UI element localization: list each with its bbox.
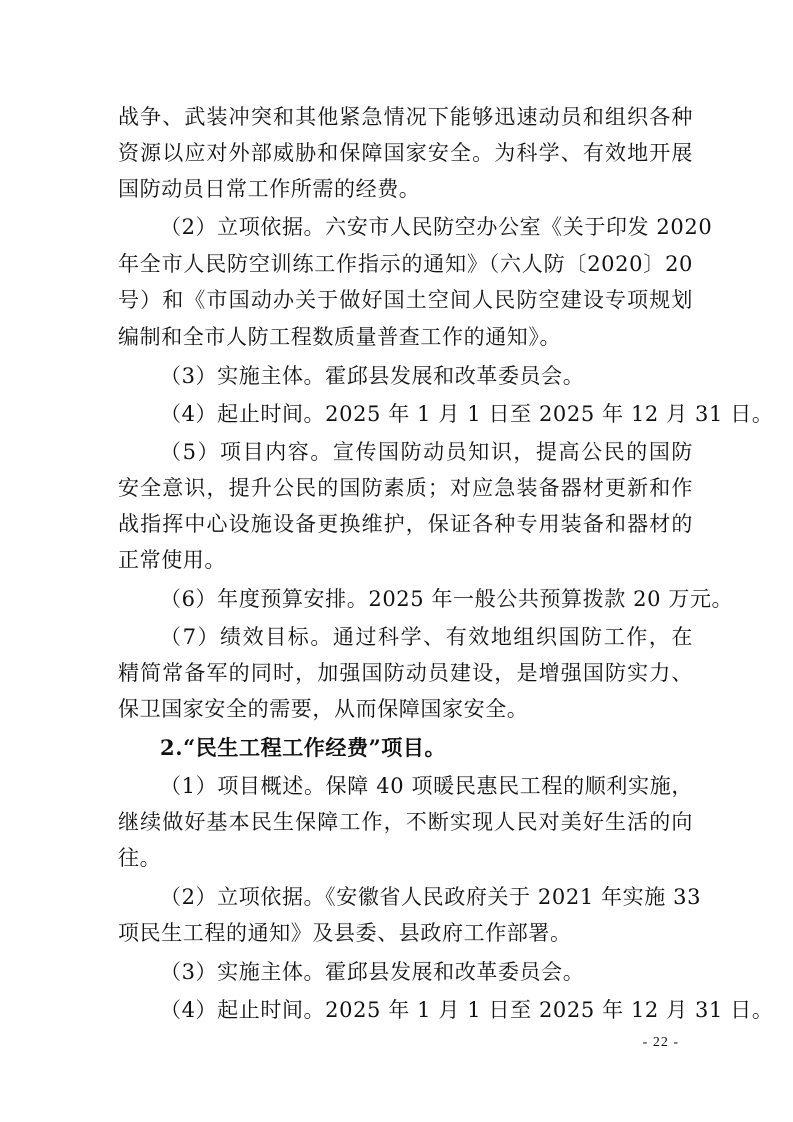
paragraph-line: 战指挥中心设施设备更换维护，保证各种专用装备和器材的: [118, 512, 693, 536]
paragraph-line: （4）起止时间。2025 年 1 月 1 日至 2025 年 12 月 31 日。: [160, 998, 774, 1022]
paragraph-line: （1）项目概述。保障 40 项暖民惠民工程的顺利实施，: [160, 774, 693, 798]
paragraph-line: 安全意识，提升公民的国防素质；对应急装备器材更新和作: [118, 476, 693, 500]
paragraph-line: 项民生工程的通知》及县委、县政府工作部署。: [118, 921, 572, 945]
paragraph-line: （7）绩效目标。通过科学、有效地组织国防工作，在: [160, 625, 693, 649]
paragraph-line: 精简常备军的同时，加强国防动员建设，是增强国防实力、: [118, 661, 693, 685]
paragraph-line: （4）起止时间。2025 年 1 月 1 日至 2025 年 12 月 31 日。: [160, 402, 774, 426]
paragraph-line: 正常使用。: [118, 548, 226, 572]
paragraph-line: （3）实施主体。霍邱县发展和改革委员会。: [160, 960, 585, 984]
paragraph-line: （3）实施主体。霍邱县发展和改革委员会。: [160, 364, 585, 388]
page-number: - 22 -: [642, 1035, 679, 1050]
paragraph-line: （2）立项依据。《安徽省人民政府关于 2021 年实施 33: [160, 885, 702, 909]
paragraph-line: 保卫国家安全的需要，从而保障国家安全。: [118, 697, 529, 721]
paragraph-line: 编制和全市人防工程数质量普查工作的通知》。: [118, 325, 562, 349]
paragraph-line: 资源以应对外部威胁和保障国家安全。为科学、有效地开展: [118, 141, 693, 165]
paragraph-line: （5）项目内容。宣传国防动员知识，提高公民的国防: [160, 440, 693, 464]
paragraph-line: 号）和《市国动办关于做好国土空间人民防空建设专项规划: [118, 288, 693, 312]
section-heading: 2.“民生工程工作经费”项目。: [160, 735, 447, 760]
paragraph-line: （2）立项依据。六安市人民防空办公室《关于印发 2020: [160, 215, 713, 239]
paragraph-line: 国防动员日常工作所需的经费。: [118, 177, 421, 201]
paragraph-line: 继续做好基本民生保障工作，不断实现人民对美好生活的向: [118, 810, 693, 834]
paragraph-line: 战争、武装冲突和其他紧急情况下能够迅速动员和组织各种: [118, 105, 693, 129]
paragraph-line: 年全市人民防空训练工作指示的通知》（六人防〔2020〕20: [118, 252, 693, 276]
paragraph-line: （6）年度预算安排。2025 年一般公共预算拨款 20 万元。: [160, 587, 734, 611]
paragraph-line: 往。: [118, 846, 162, 870]
